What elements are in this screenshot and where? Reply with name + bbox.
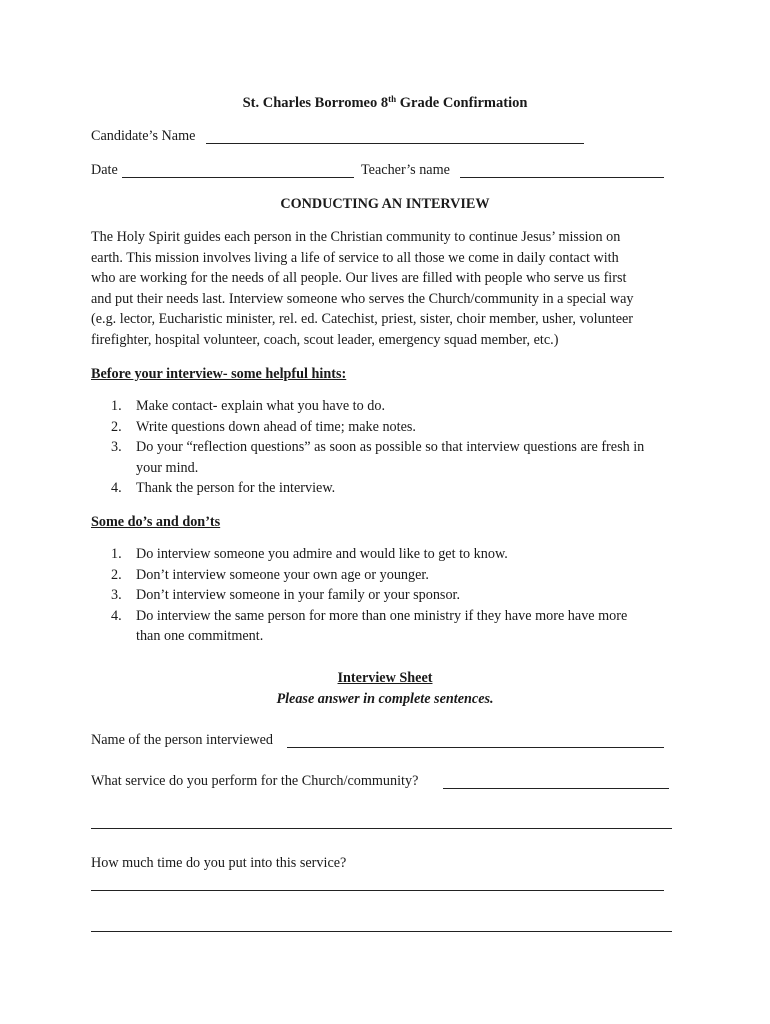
- title-superscript: th: [388, 94, 397, 104]
- intro-line: and put their needs last. Interview someone who serves the Church/community in a special way: [91, 290, 634, 307]
- list-number: 2.: [111, 418, 122, 435]
- answer-name-field[interactable]: [287, 747, 664, 748]
- list-item-text: Do interview someone you admire and would like to get to know.: [136, 546, 508, 562]
- question-time-label: How much time do you put into this service?: [91, 855, 347, 871]
- teacher-name-label: Teacher’s name: [361, 162, 450, 178]
- interview-sheet-title: Interview Sheet: [337, 670, 433, 686]
- answer-time-line[interactable]: [91, 931, 672, 932]
- list-number: 1.: [111, 546, 122, 562]
- hints-heading: Before your interview- some helpful hints:: [91, 366, 347, 382]
- list-number: 4.: [111, 480, 122, 497]
- list-number: 3.: [111, 439, 122, 456]
- list-item: [91, 396, 691, 417]
- answer-service-line[interactable]: [91, 828, 672, 829]
- page-title: [0, 93, 770, 113]
- hints-list: [91, 396, 691, 499]
- teacher-name-field[interactable]: [460, 177, 664, 178]
- title-text-end: Grade Confirmation: [396, 95, 528, 111]
- intro-line: earth. This mission involves living a life of service to all those we come in daily contact with: [91, 249, 619, 266]
- answer-service-field[interactable]: [443, 788, 669, 789]
- list-item-text: Don’t interview someone in your family or your sponsor.: [136, 587, 461, 604]
- list-item-text: Write questions down ahead of time; make notes.: [136, 418, 416, 435]
- date-field[interactable]: [122, 177, 354, 178]
- date-label: Date: [91, 162, 118, 178]
- intro-line: The Holy Spirit guides each person in the Christian community to continue Jesus’ mission on: [91, 229, 621, 245]
- list-number: 1.: [111, 398, 122, 414]
- answer-time-line[interactable]: [91, 890, 664, 891]
- list-item-text: Thank the person for the interview.: [136, 480, 336, 497]
- list-item: [91, 565, 691, 586]
- list-item: [91, 606, 691, 647]
- intro-paragraph: [91, 227, 691, 351]
- candidate-name-label: Candidate’s Name: [91, 128, 196, 144]
- list-number: 2.: [111, 566, 122, 583]
- candidate-name-field[interactable]: [206, 143, 584, 144]
- list-item-text: Do interview the same person for more than one ministry if they have more have more: [136, 607, 628, 624]
- question-name-label: Name of the person interviewed: [91, 732, 274, 748]
- list-item-text: Do your “reflection questions” as soon as possible so that interview questions are fresh in: [136, 439, 645, 456]
- list-item: [91, 417, 691, 438]
- intro-line: (e.g. lector, Eucharistic minister, rel. ed. Catechist, priest, sister, choir member, usher, volunteer: [91, 311, 634, 328]
- list-item: [91, 585, 691, 606]
- intro-line: who are working for the needs of all people. Our lives are filled with people who serve us first: [91, 270, 627, 287]
- dos-donts-heading: Some do’s and don’ts: [91, 514, 221, 530]
- interview-sheet-subtitle: Please answer in complete sentences.: [276, 691, 494, 707]
- intro-line: firefighter, hospital volunteer, coach, scout leader, emergency squad member, etc.): [91, 331, 559, 348]
- list-item-text: Don’t interview someone your own age or younger.: [136, 566, 429, 583]
- question-service-label: What service do you perform for the Church/community?: [91, 773, 419, 789]
- list-item: [91, 437, 691, 478]
- list-item-text: your mind.: [136, 459, 199, 476]
- section-title: CONDUCTING AN INTERVIEW: [280, 196, 490, 212]
- list-item: [91, 544, 691, 565]
- list-item-text: than one commitment.: [136, 628, 264, 645]
- list-item: [91, 478, 691, 499]
- list-number: 4.: [111, 607, 122, 624]
- list-item-text: Make contact- explain what you have to do.: [136, 398, 385, 414]
- dos-donts-list: [91, 544, 691, 647]
- title-text: St. Charles Borromeo 8: [242, 95, 389, 111]
- list-number: 3.: [111, 587, 122, 604]
